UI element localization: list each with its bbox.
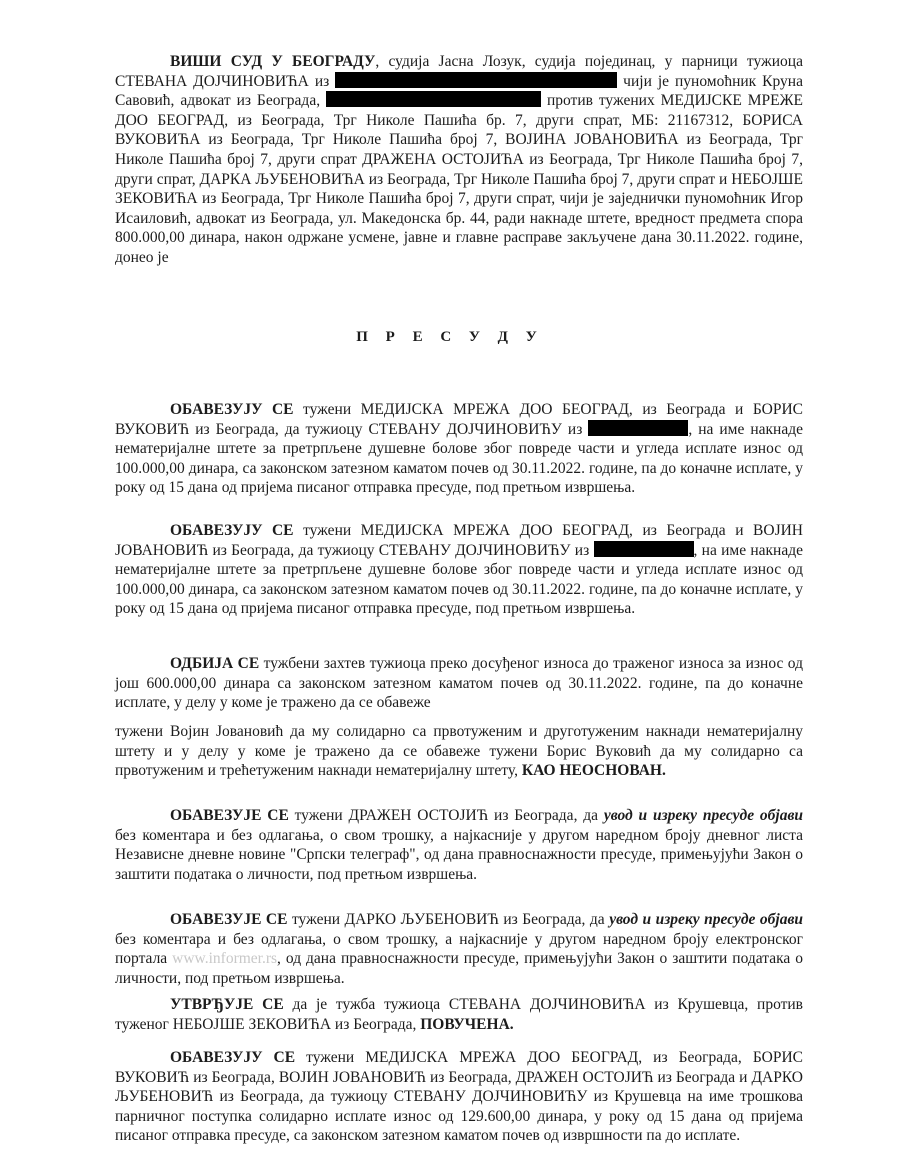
ruling-paragraph-8: ОБАВЕЗУЈУ СЕ тужени МЕДИЈСКА МРЕЖА ДОО БЕОГРАД, из Београда, БОРИС ВУКОВИЋ из Београда, ВОЈИН ЈОВАНОВИЋ из Београда, ДРАЖЕН ОСТОЈИЋ из Београда и ДАРКО ЉУБЕНОВИЋ из Београда, да тужиоцу СТЕВАНУ ДОЈЧИНОВИЋУ из Крушевца на име трошкова парничног поступка солидарно исплате износ од 129.600,00 динара, у року од 15 дана од пријема писаног отправка пресуде, са законском затезном каматом почев од извршности па до исплате. bbox=[115, 1049, 803, 1145]
intro-paragraph: ВИШИ СУД У БЕОГРАДУ, судија Јасна Лозук, судија појединац, у парници тужиоца СТЕВАНА ДОЈЧИНОВИЋА из чији је пуномоћник Круна Савовић, адвокат из Београда, против тужених МЕДИЈСКЕ МРЕЖЕ ДОО БЕОГРАД, из Београда, Трг Николе Пашића бр. 7, други спрат, МБ: 21167312, БОРИСА ВУКОВИЋА из Београда, Трг Николе Пашића број 7, ВОЈИНА ЈОВАНОВИЋА из Београда, Трг Николе Пашића број 7, други спрат ДРАЖЕНА ОСТОЈИЋА из Београда, Трг Николе Пашића број 7, други спрат, ДАРКА ЉУБЕНОВИЋА из Београда, Трг Николе Пашића број 7, други спрат и НЕБОЈШЕ ЗЕКОВИЋА из Београда, Трг Николе Пашића број 7, други спрат, чији је заједнички пуномоћник Игор Исаиловић, адвокат из Београда, ул. Македонска бр. 44, ради накнаде штете, вредност предмета спора 800.000,00 динара, након одржане усмене, јавне и главне расправе закључене дана 30.11.2022. године, донео је bbox=[115, 53, 803, 266]
judgment-heading: П Р Е С У Д У bbox=[356, 329, 544, 345]
ruling-paragraph-4: тужени Војин Јовановић да му солидарно са првотуженим и друготуженим накнади нематеријалну штету и у делу у коме је тражено да се обавеже тужени Борис Вуковић да му солидарно са првотуженим и трећетуженим накнади нематеријалну штету, КАО НЕОСНОВАН. bbox=[115, 723, 803, 780]
redacted-block bbox=[335, 72, 617, 88]
ruling-paragraph-5: ОБАВЕЗУЈЕ СЕ тужени ДРАЖЕН ОСТОЈИЋ из Београда, да увод и изреку пресуде објави без коментара и без одлагања, о свом трошку, а најкасније у другом наредном броју дневног листа Независне дневне новине "Српски телеграф", од дана правноснажности пресуде, примењујући Закон о заштити података о личности, под претњом извршења. bbox=[115, 807, 803, 883]
ruling-paragraph-1: ОБАВЕЗУЈУ СЕ тужени МЕДИЈСКА МРЕЖА ДОО БЕОГРАД, из Београда и БОРИС ВУКОВИЋ из Београда, да тужиоцу СТЕВАНУ ДОЈЧИНОВИЋУ из , на име накнаде нематеријалне штете за претрпљене душевне болове због повреде части и угледа исплате износ од 100.000,00 динара, са законском затезном каматом почев од 30.11.2022. године, па до коначне исплате, у року од 15 дана од пријема писаног отправка пресуде, под претњом извршења. bbox=[115, 401, 804, 497]
court-name: ВИШИ СУД У БЕОГРАДУ bbox=[170, 53, 376, 70]
ruling-paragraph-7: УТВРЂУЈЕ СЕ да је тужба тужиоца СТЕВАНА ДОЈЧИНОВИЋА из Крушевца, против туженог НЕБОЈШЕ ЗЕКОВИЋА из Београда, ПОВУЧЕНА. bbox=[115, 996, 804, 1033]
redacted-block bbox=[588, 420, 688, 436]
redacted-block bbox=[594, 541, 694, 557]
ruling-paragraph-2: ОБАВЕЗУЈУ СЕ тужени МЕДИЈСКА МРЕЖА ДОО БЕОГРАД, из Београда и ВОЈИН ЈОВАНОВИЋ из Београда, да тужиоцу СТЕВАНУ ДОЈЧИНОВИЋУ из , на име накнаде нематеријалне штете за претрпљене душевне болове због повреде части и угледа исплате износ од 100.000,00 динара, са законском затезном каматом почев од 30.11.2022. године, па до коначне исплате, у року од 15 дана од пријема писаног отправка пресуде, под претњом извршења. bbox=[115, 522, 803, 618]
ruling-paragraph-3: ОДБИЈА СЕ тужбени захтев тужиоца преко досуђеног износа до траженог износа за износ од још 600.000,00 динара са законском затезном каматом почев од 30.11.2022. године, па до коначне исплате, у делу у коме је тражено да се обавеже bbox=[115, 655, 803, 712]
blurred-portal-name: www.informer.rs bbox=[172, 950, 278, 968]
redacted-block bbox=[326, 91, 541, 107]
ruling-paragraph-6: ОБАВЕЗУЈЕ СЕ тужени ДАРКО ЉУБЕНОВИЋ из Београда, да увод и изреку пресуде објави без коментара и без одлагања, о свом трошку, а најкасније у другом наредном броју електронског портала www.informer.rs, од дана правноснажности пресуде, примењујући Закон о заштити података о личности, под претњом извршења. bbox=[115, 911, 803, 987]
